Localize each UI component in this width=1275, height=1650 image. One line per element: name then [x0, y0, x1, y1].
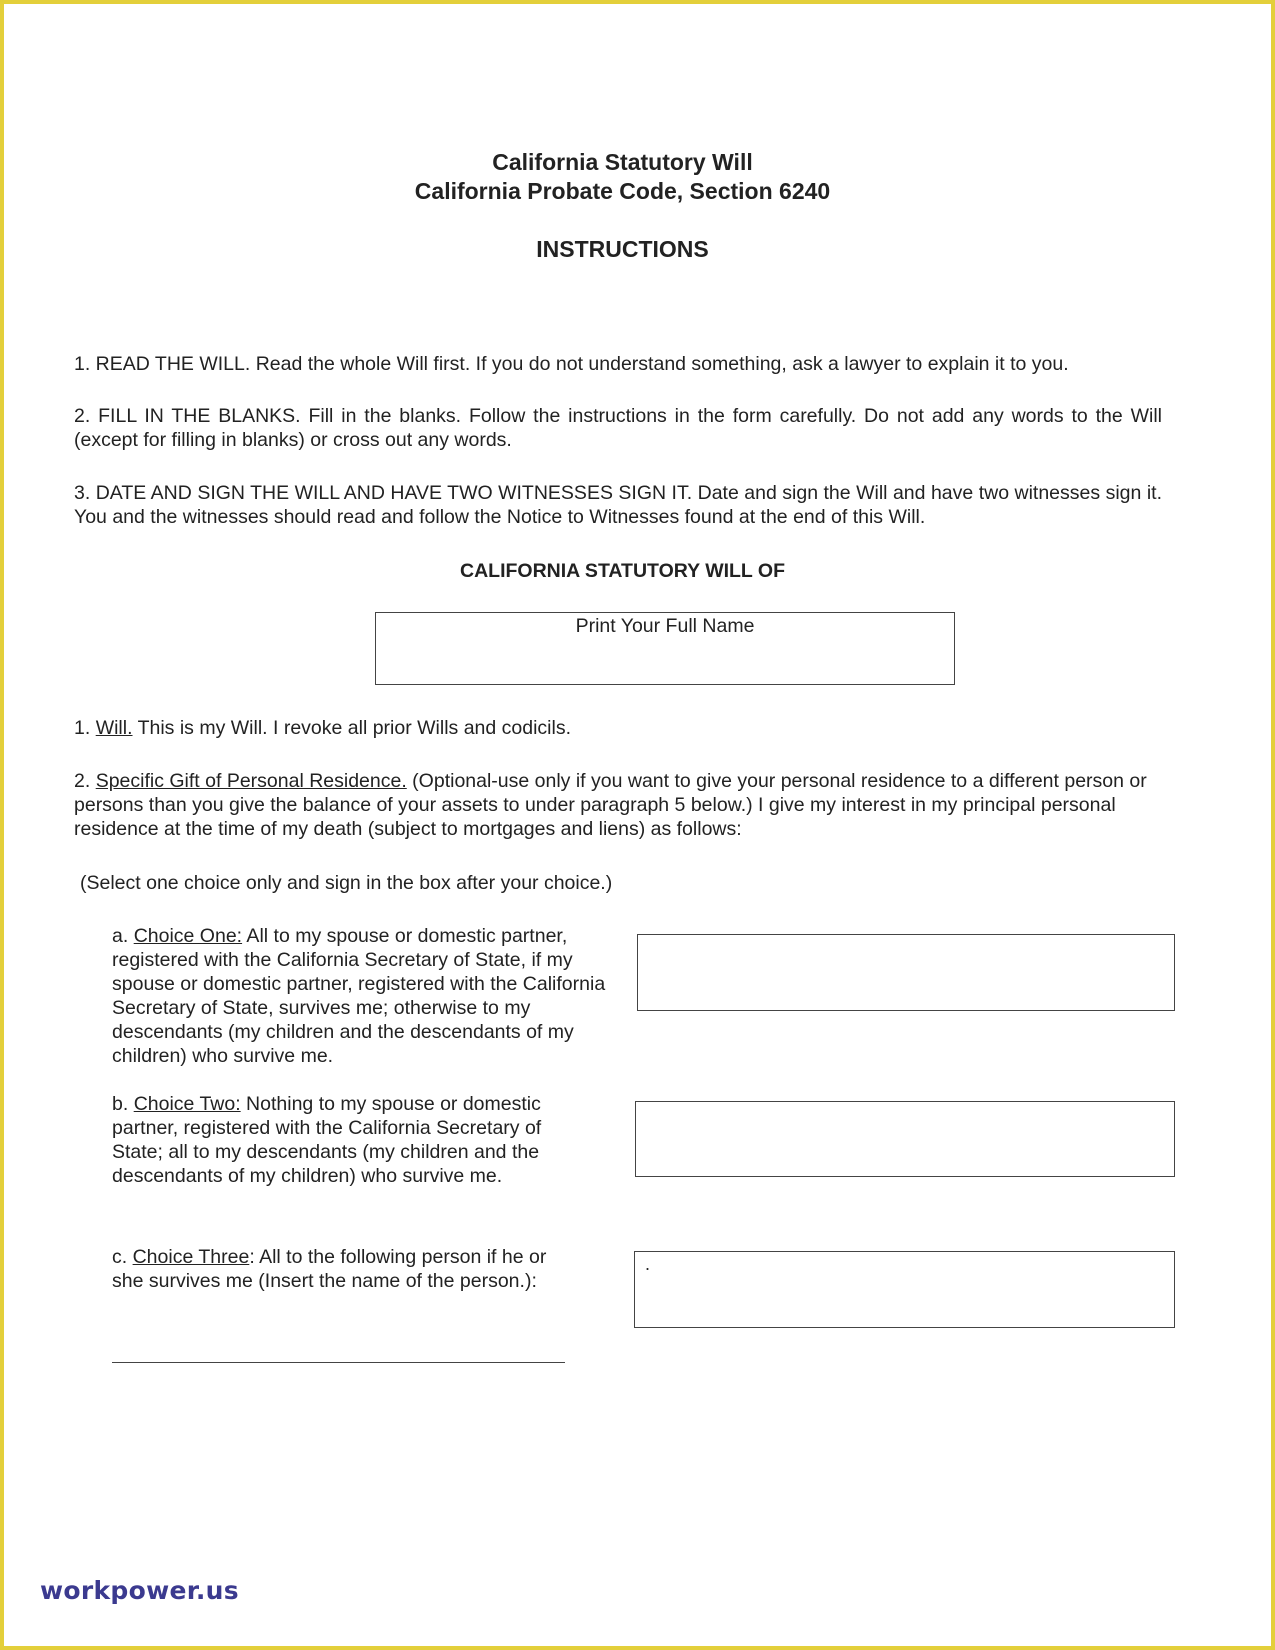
section-will-number: 1.: [74, 717, 91, 739]
choice-two: [112, 1092, 587, 1188]
choice-two-signature-box[interactable]: [635, 1101, 1175, 1177]
box-mark: .: [645, 1254, 651, 1274]
choice-one-signature-box[interactable]: [637, 934, 1175, 1011]
choice-three-title: Choice Three: [132, 1246, 250, 1268]
section-residence-text: (Optional-use only if you want to give your personal residence to a different person or persons than you give the balance of your assets to under paragraph 5 below.) I give my interest in my principal personal residence at the time of my death (subject to mortgages and liens) as follows:: [74, 770, 1147, 840]
select-note: (Select one choice only and sign in the box after your choice.): [80, 872, 613, 894]
title-line-2: California Probate Code, Section 6240: [414, 178, 831, 204]
choice-two-prefix: b.: [112, 1093, 134, 1115]
watermark-logo: workpower.us: [40, 1576, 239, 1605]
title-line-1: California Statutory Will: [492, 149, 753, 175]
choice-two-title: Choice Two:: [133, 1093, 241, 1115]
full-name-label: Print Your Full Name: [575, 615, 755, 637]
will-heading: CALIFORNIA STATUTORY WILL OF: [460, 560, 785, 582]
choice-three-prefix: c.: [112, 1246, 133, 1268]
choice-one-text: All to my spouse or domestic partner, registered with the California Secretary of State, if my spouse or domestic partner, registered with the California Secretary of State, survives me; otherwise to my descendants (my children and the descendants of my children) who survive me.: [112, 925, 606, 1067]
instruction-3: 3. DATE AND SIGN THE WILL AND HAVE TWO WITNESSES SIGN IT. Date and sign the Will and have two witnesses sign it. You and the witnesses should read and follow the Notice to Witnesses found at the end of this Will.: [74, 482, 1162, 528]
instruction-2: 2. FILL IN THE BLANKS. Fill in the blanks. Follow the instructions in the form carefully. Do not add any words to the Will (except for filling in blanks) or cross out any words.: [74, 405, 1162, 451]
section-will-title: Will.: [95, 717, 133, 739]
person-name-line[interactable]: [112, 1362, 565, 1363]
section-personal-residence: [74, 769, 1162, 841]
instructions-heading: INSTRUCTIONS: [536, 236, 709, 262]
instruction-1: 1. READ THE WILL. Read the whole Will first. If you do not understand something, ask a lawyer to explain it to you.: [74, 353, 1069, 375]
choice-one-prefix: a.: [112, 925, 134, 947]
full-name-box[interactable]: [375, 612, 955, 685]
choice-three: [112, 1245, 572, 1293]
section-residence-title: Specific Gift of Personal Residence.: [95, 770, 407, 792]
choice-one: [112, 924, 617, 1068]
section-will: [74, 716, 1162, 740]
section-residence-number: 2.: [74, 770, 91, 792]
choice-three-signature-box[interactable]: [634, 1251, 1175, 1328]
choice-two-text: Nothing to my spouse or domestic partner, registered with the California Secretary of State; all to my descendants (my children and the descendants of my children) who survive me.: [112, 1093, 542, 1187]
choice-three-text: : All to the following person if he or she survives me (Insert the name of the person.):: [112, 1246, 547, 1292]
section-will-text: This is my Will. I revoke all prior Wills and codicils.: [132, 717, 571, 739]
choice-one-title: Choice One:: [133, 925, 243, 947]
document-title: [0, 148, 1245, 206]
